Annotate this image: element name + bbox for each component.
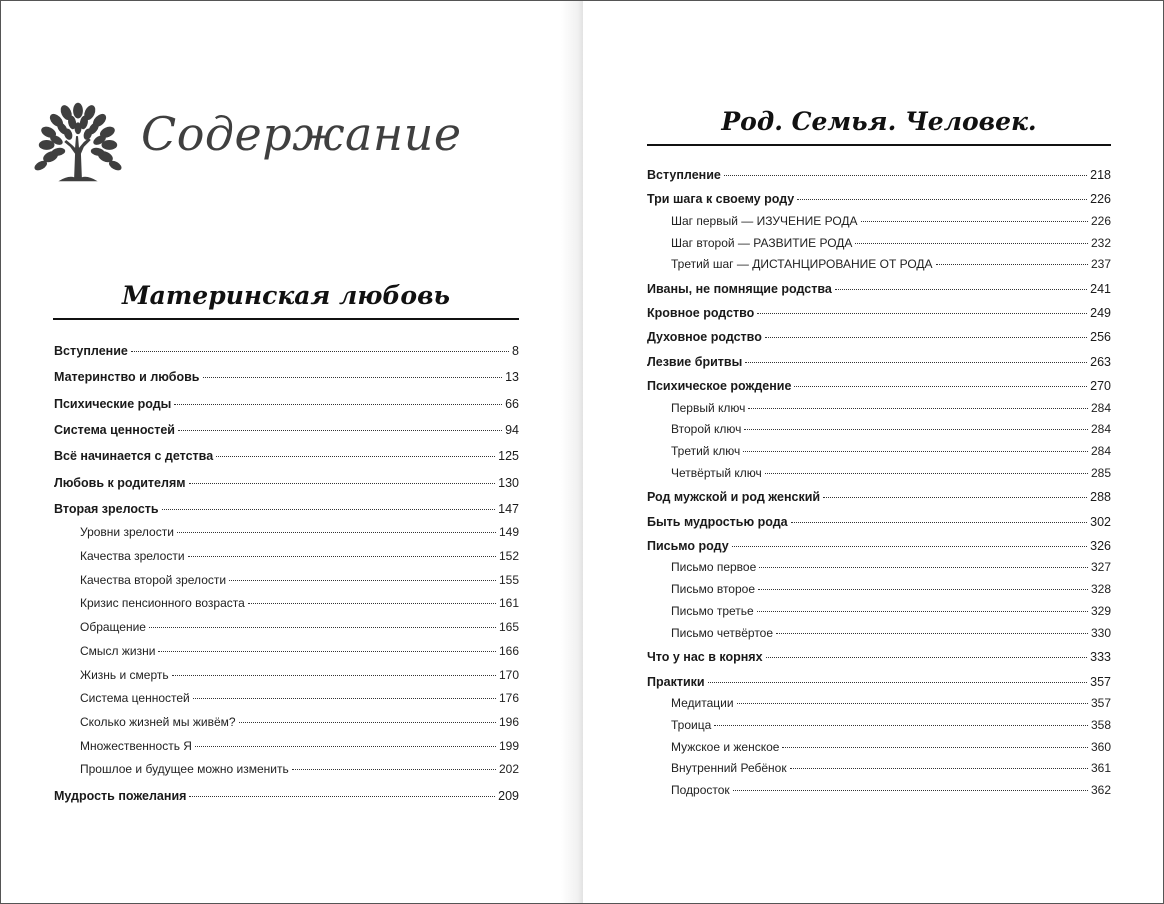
- toc-entry[interactable]: [54, 595, 519, 611]
- toc-entry[interactable]: [647, 489, 1111, 505]
- toc-entry-title: Третий ключ: [671, 444, 741, 459]
- toc-page-number: 328: [1090, 582, 1111, 597]
- toc-page-number: 170: [498, 667, 519, 682]
- toc-entry[interactable]: [54, 643, 519, 659]
- dot-leader: [239, 722, 496, 723]
- dot-leader: [732, 546, 1088, 547]
- toc-entry-title: Письмо четвёртое: [671, 625, 774, 640]
- toc-entry[interactable]: [54, 548, 519, 564]
- toc-entry[interactable]: [647, 256, 1111, 272]
- toc-entry[interactable]: [647, 235, 1111, 251]
- contents-heading: Содержание: [141, 107, 462, 161]
- toc-entry-title: Письмо третье: [671, 604, 754, 618]
- toc-entry[interactable]: [647, 354, 1111, 370]
- toc-entry-title: Качества зрелости: [80, 549, 185, 563]
- toc-entry-title: Система ценностей: [54, 422, 175, 437]
- toc-page-number: 237: [1090, 257, 1111, 272]
- toc-entry[interactable]: [54, 788, 519, 804]
- toc-entry-title: Первый ключ: [671, 400, 746, 415]
- toc-entry-title: Три шага к своему роду: [647, 192, 795, 207]
- dot-leader: [744, 429, 1088, 430]
- toc-page-number: 125: [498, 449, 519, 464]
- toc-page-number: 161: [498, 596, 519, 611]
- dot-leader: [776, 633, 1088, 634]
- toc-page-number: 232: [1090, 235, 1111, 250]
- toc-page-number: 226: [1090, 192, 1111, 207]
- dot-leader: [835, 289, 1087, 290]
- dot-leader: [292, 769, 496, 770]
- toc-entry[interactable]: [54, 448, 519, 464]
- dot-leader: [757, 611, 1088, 612]
- toc-entry[interactable]: [54, 343, 519, 359]
- toc-entry[interactable]: [54, 619, 519, 635]
- toc-entry[interactable]: [54, 422, 519, 438]
- toc-entry[interactable]: [54, 667, 519, 683]
- toc-page-number: 362: [1090, 783, 1111, 798]
- dot-leader: [759, 567, 1088, 568]
- toc-entry-title: Четвёртый ключ: [671, 465, 762, 480]
- dot-leader: [162, 509, 496, 510]
- dot-leader: [189, 796, 495, 797]
- dot-leader: [189, 483, 496, 484]
- toc-page-number: 241: [1090, 281, 1111, 296]
- section-title-family: Род. Семья. Человек.: [721, 107, 1037, 136]
- dot-leader: [733, 790, 1088, 791]
- toc-entry[interactable]: [647, 603, 1111, 619]
- right-page: [583, 1, 1163, 903]
- dot-leader: [203, 377, 503, 378]
- dot-leader: [765, 337, 1087, 338]
- dot-leader: [861, 221, 1088, 222]
- toc-page-number: 218: [1090, 168, 1111, 182]
- toc-entry-title: Шаг второй — РАЗВИТИЕ РОДА: [671, 235, 853, 250]
- left-page: [1, 1, 579, 903]
- dot-leader: [758, 589, 1088, 590]
- toc-entry[interactable]: [647, 538, 1111, 554]
- toc-page-number: 130: [498, 475, 519, 490]
- toc-entry[interactable]: [647, 717, 1111, 733]
- toc-entry-title: Сколько жизней мы живём?: [80, 714, 236, 729]
- toc-page-number: 326: [1090, 538, 1111, 553]
- dot-leader: [158, 651, 496, 652]
- toc-entry[interactable]: [647, 213, 1111, 229]
- toc-entry[interactable]: [54, 761, 519, 777]
- toc-entry[interactable]: [647, 421, 1111, 437]
- dot-leader: [797, 199, 1087, 200]
- toc-entry-title: Материнство и любовь: [54, 370, 200, 385]
- dot-leader: [936, 264, 1088, 265]
- dot-leader: [748, 408, 1088, 409]
- toc-page-number: 285: [1090, 465, 1111, 480]
- toc-page-number: 263: [1090, 354, 1111, 369]
- toc-entry[interactable]: [54, 738, 519, 754]
- dot-leader: [743, 451, 1088, 452]
- toc-page-number: 333: [1090, 650, 1111, 665]
- toc-entry[interactable]: [54, 475, 519, 491]
- dot-leader: [724, 175, 1087, 176]
- dot-leader: [790, 768, 1088, 769]
- toc-entry[interactable]: [54, 369, 519, 385]
- toc-page-number: 66: [505, 396, 519, 411]
- toc-entry[interactable]: [54, 396, 519, 412]
- dot-leader: [791, 522, 1088, 523]
- toc-page-number: 330: [1090, 625, 1111, 640]
- dot-leader: [216, 456, 495, 457]
- dot-leader: [248, 603, 496, 604]
- toc-entry-title: Что у нас в корнях: [647, 650, 763, 665]
- dot-leader: [745, 362, 1087, 363]
- toc-entry-title: Подросток: [671, 783, 730, 798]
- dot-leader: [757, 313, 1087, 314]
- toc-entry-title: Жизнь и смерть: [80, 667, 169, 682]
- toc-entry-title: Практики: [647, 674, 705, 689]
- section-title-maternal-love: Материнская любовь: [121, 281, 451, 310]
- dot-leader: [855, 243, 1088, 244]
- toc-entry-title: Шаг первый — ИЗУЧЕНИЕ РОДА: [671, 213, 858, 228]
- toc-page-number: 155: [498, 572, 519, 587]
- toc-entry-title: Вторая зрелость: [54, 501, 159, 516]
- toc-page-number: 361: [1090, 761, 1111, 776]
- toc-page-number: 13: [505, 370, 519, 385]
- dot-leader: [229, 580, 496, 581]
- toc-entry[interactable]: [647, 443, 1111, 459]
- toc-entry[interactable]: [647, 760, 1111, 776]
- dot-leader: [708, 682, 1088, 683]
- toc-page-number: 199: [498, 738, 519, 753]
- toc-page-number: 284: [1090, 422, 1111, 437]
- dot-leader: [766, 657, 1088, 658]
- dot-leader: [178, 430, 502, 431]
- toc-entry[interactable]: [647, 281, 1111, 297]
- toc-entry[interactable]: [647, 329, 1111, 345]
- toc-entry[interactable]: [647, 581, 1111, 597]
- toc-page-number: 284: [1090, 400, 1111, 415]
- toc-entry-title: Психическое рождение: [647, 379, 792, 393]
- toc-entry-title: Письмо роду: [647, 538, 729, 553]
- section-rule: [53, 318, 519, 320]
- toc-entry-title: Психические роды: [54, 396, 172, 411]
- toc-entry[interactable]: [647, 400, 1111, 416]
- toc-entry[interactable]: [647, 378, 1111, 394]
- dot-leader: [794, 386, 1087, 387]
- toc-page-number: 249: [1090, 306, 1111, 321]
- toc-entry-title: Обращение: [80, 620, 146, 635]
- toc-page-number: 270: [1090, 379, 1111, 393]
- toc-entry-title: Мужское и женское: [671, 739, 780, 754]
- toc-entry[interactable]: [647, 167, 1111, 183]
- dot-leader: [177, 532, 496, 533]
- toc-page-number: 149: [498, 525, 519, 540]
- toc-entry[interactable]: [647, 514, 1111, 530]
- toc-entry[interactable]: [647, 674, 1111, 690]
- toc-entry-title: Троица: [671, 717, 712, 732]
- toc-entry-title: Письмо второе: [671, 582, 756, 597]
- dot-leader: [131, 351, 509, 352]
- toc-page-number: 358: [1090, 717, 1111, 732]
- toc-entry[interactable]: [54, 572, 519, 588]
- toc-page-number: 360: [1090, 739, 1111, 754]
- toc-page-number: 357: [1090, 696, 1111, 710]
- toc-entry[interactable]: [647, 191, 1111, 207]
- dot-leader: [782, 747, 1088, 748]
- toc-entry[interactable]: [647, 739, 1111, 755]
- dot-leader: [149, 627, 496, 628]
- toc-entry-title: Внутренний Ребёнок: [671, 761, 787, 776]
- toc-entry[interactable]: [647, 782, 1111, 798]
- tree-icon: [29, 93, 127, 191]
- toc-page-number: 152: [498, 549, 519, 563]
- toc-entry-title: Духовное родство: [647, 330, 762, 345]
- dot-leader: [188, 556, 496, 557]
- toc-entry-title: Кризис пенсионного возраста: [80, 596, 245, 611]
- toc-entry-title: Род мужской и род женский: [647, 490, 821, 505]
- toc-entry-title: Любовь к родителям: [54, 475, 186, 490]
- dot-leader: [765, 473, 1088, 474]
- toc-page-number: 209: [498, 788, 519, 803]
- toc-entry-title: Уровни зрелости: [80, 525, 174, 540]
- toc-entry-title: Смысл жизни: [80, 643, 156, 658]
- toc-page-number: 196: [498, 714, 519, 729]
- toc-entry-title: Второй ключ: [671, 422, 742, 437]
- toc-entry-title: Лезвие бритвы: [647, 354, 743, 369]
- toc-page-number: 327: [1090, 560, 1111, 575]
- toc-entry[interactable]: [647, 625, 1111, 641]
- dot-leader: [737, 703, 1088, 704]
- toc-page-number: 357: [1090, 674, 1111, 689]
- toc-entry-title: Медитации: [671, 696, 734, 710]
- toc-page-number: 329: [1090, 604, 1111, 618]
- toc-page-number: 256: [1090, 330, 1111, 345]
- toc-page-number: 166: [498, 643, 519, 658]
- toc-entry-title: Мудрость пожелания: [54, 788, 187, 803]
- toc-entry[interactable]: [647, 559, 1111, 575]
- toc-entry-title: Прошлое и будущее можно изменить: [80, 762, 289, 777]
- toc-page-number: 202: [498, 762, 519, 777]
- toc-entry-title: Вступление: [647, 168, 721, 182]
- toc-page-number: 288: [1090, 490, 1111, 505]
- dot-leader: [193, 698, 496, 699]
- section-rule: [647, 144, 1111, 146]
- toc-entry[interactable]: [647, 695, 1111, 711]
- toc-entry-title: Кровное родство: [647, 306, 755, 321]
- toc-page-number: 284: [1090, 444, 1111, 459]
- toc-page-number: 94: [505, 422, 519, 437]
- toc-entry-title: Третий шаг — ДИСТАНЦИРОВАНИЕ ОТ РОДА: [671, 257, 933, 272]
- toc-entry-title: Вступление: [54, 344, 128, 358]
- dot-leader: [714, 725, 1088, 726]
- toc-page-number: 226: [1090, 213, 1111, 228]
- toc-entry[interactable]: [54, 690, 519, 706]
- toc-entry-title: Всё начинается с детства: [54, 449, 214, 464]
- toc-entry-title: Качества второй зрелости: [80, 572, 227, 587]
- toc-page-number: 165: [498, 620, 519, 635]
- toc-entry[interactable]: [54, 501, 519, 517]
- toc-entry[interactable]: [54, 714, 519, 730]
- dot-leader: [172, 675, 496, 676]
- toc-page-number: 8: [512, 344, 519, 358]
- toc-entry-title: Система ценностей: [80, 691, 190, 706]
- toc-entry[interactable]: [647, 305, 1111, 321]
- toc-entry[interactable]: [647, 465, 1111, 481]
- dot-leader: [823, 497, 1087, 498]
- toc-entry-title: Письмо первое: [671, 560, 757, 575]
- toc-entry-title: Быть мудростью рода: [647, 514, 788, 529]
- toc-entry-title: Иваны, не помнящие родства: [647, 281, 832, 296]
- toc-entry[interactable]: [647, 649, 1111, 665]
- dot-leader: [195, 746, 496, 747]
- toc-page-number: 147: [498, 501, 519, 516]
- toc-page-number: 176: [498, 691, 519, 706]
- toc-entry[interactable]: [54, 524, 519, 540]
- dot-leader: [174, 404, 502, 405]
- toc-page-number: 302: [1090, 514, 1111, 529]
- toc-entry-title: Множественность Я: [80, 738, 192, 753]
